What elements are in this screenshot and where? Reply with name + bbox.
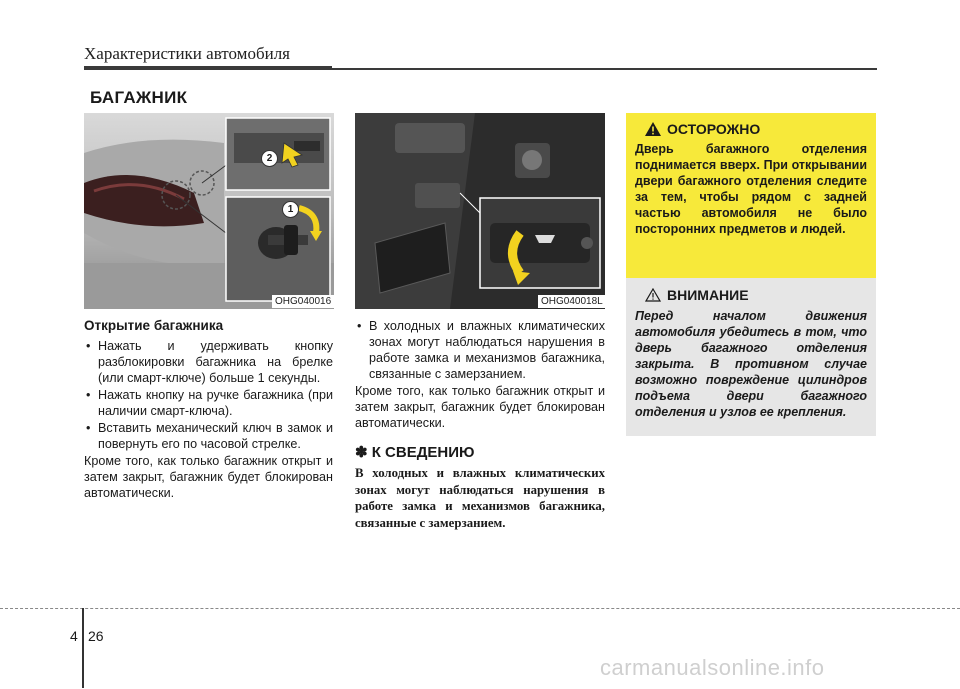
trunk-button-photo [355, 113, 605, 309]
watermark: carmanualsonline.info [600, 655, 825, 680]
chapter-title: Характеристики автомобиля [84, 44, 290, 63]
caution-body: Перед началом движения автомобиля убедитесь в том, что дверь багажного отделения закрыта. В противном случае возможно повреждение цилиндров подъема двери багажного отделения и узлов ее крепления. [635, 309, 867, 419]
list-item: • Нажать кнопку на ручке багажника (при наличии смарт-ключа). [84, 387, 333, 419]
warning-title: ОСТОРОЖНО [667, 121, 761, 137]
caution-triangle-icon [645, 288, 661, 302]
auto-lock-paragraph-2: Кроме того, как только багажник открыт и затем закрыт, багажник будет блокирован автоматически. [355, 384, 605, 430]
column-left [84, 318, 333, 501]
section-title: БАГАЖНИК [90, 88, 188, 107]
column-middle [355, 318, 605, 531]
figure-code-right: OHG040018L [538, 295, 606, 308]
auto-lock-paragraph: Кроме того, как только багажник открыт и затем закрыт, багажник будет блокирован автоматически. [84, 454, 333, 500]
warning-box [626, 113, 876, 278]
trunk-button-illustration [355, 113, 605, 309]
chapter-number: 4 [70, 628, 78, 644]
footer-dashed-rule [0, 608, 960, 609]
footer-vertical-rule [82, 608, 84, 688]
info-title: ✽ К СВЕДЕНИЮ [355, 444, 475, 461]
warning-triangle-icon [645, 122, 661, 136]
opening-heading: Открытие багажника [84, 318, 224, 333]
figure-code-left: OHG040016 [272, 295, 334, 308]
list-item: • Нажать и удерживать кнопку разблокировки багажника на брелке (или смарт-ключе) больше 1 секунды. [84, 338, 333, 386]
info-body: В холодных и влажных климатических зонах могут наблюдаться нарушения в работе замка и механизмов багажника, связанные с замерзанием. [355, 466, 605, 530]
opening-steps-list [84, 338, 333, 452]
cold-climate-list [355, 318, 605, 382]
header-rule-thick [84, 66, 332, 70]
header-rule-thin [332, 68, 877, 70]
page-number: 26 [88, 628, 104, 644]
callout-1: 1 [282, 201, 299, 218]
caution-title-row [645, 287, 867, 303]
callout-2: 2 [261, 150, 278, 167]
warning-body: Дверь багажного отделения поднимается вверх. При открывании двери багажного отделения следите за тем, чтобы рядом с задней частью автомобиля не было посторонних предметов и людей. [635, 142, 867, 236]
caution-box [626, 278, 876, 436]
list-item: • В холодных и влажных климатических зонах могут наблюдаться нарушения в работе замка и механизмов багажника, связанные с замерзанием. [355, 318, 605, 382]
list-item: • Вставить механический ключ в замок и повернуть его по часовой стрелке. [84, 420, 333, 452]
caution-title: ВНИМАНИЕ [667, 287, 749, 303]
warning-title-row [645, 121, 867, 137]
